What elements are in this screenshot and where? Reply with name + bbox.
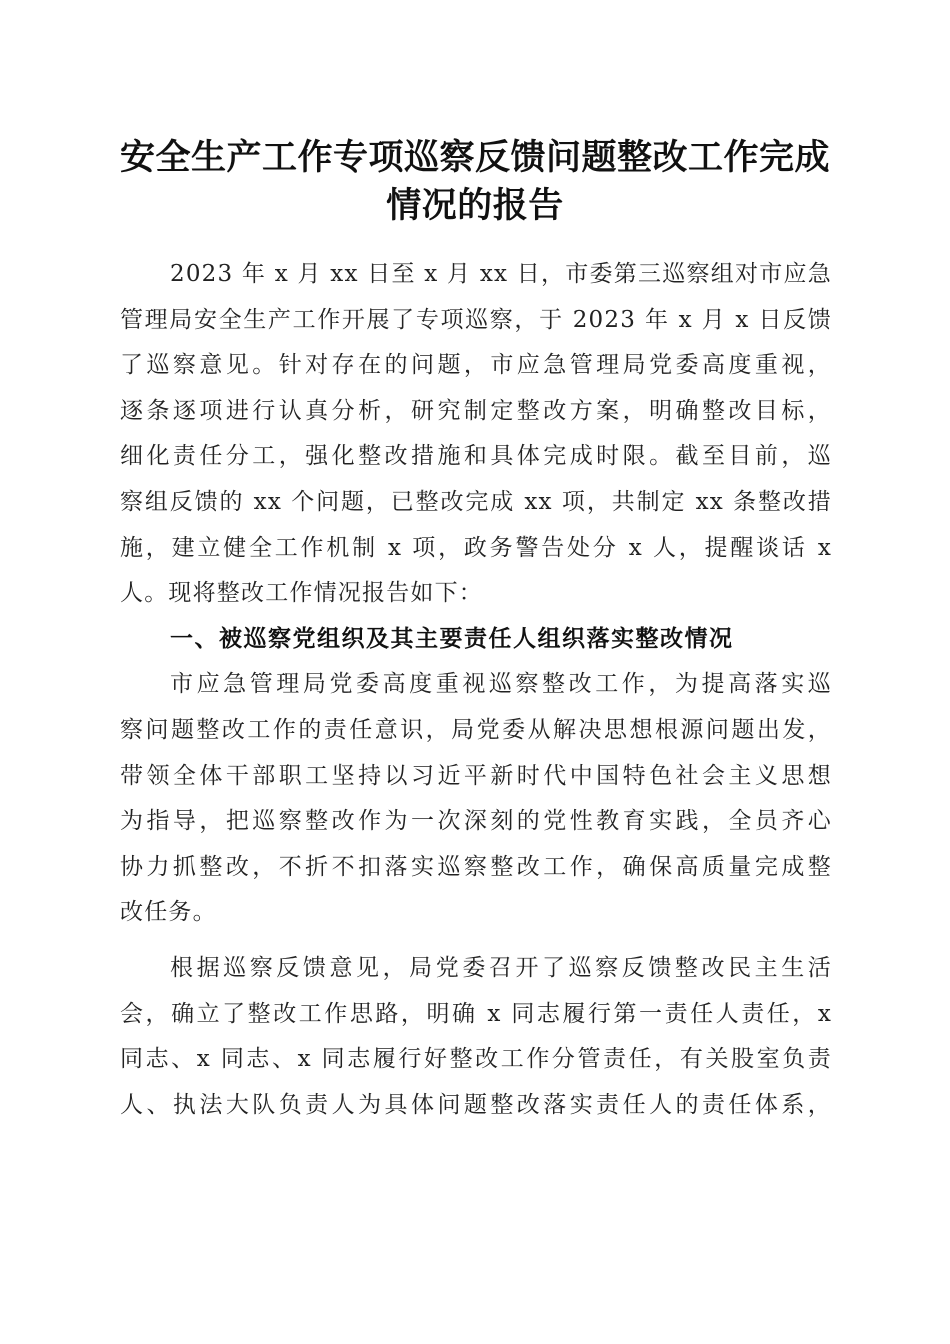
text-line: 了巡察意见。针对存在的问题，市应急管理局党委高度重视， bbox=[120, 352, 832, 379]
text-line: 协力抓整改，不折不扣落实巡察整改工作，确保高质量完成整 bbox=[120, 853, 832, 880]
text-line: 市应急管理局党委高度重视巡察整改工作，为提高落实巡 bbox=[170, 671, 832, 698]
text-line: 人、执法大队负责人为具体问题整改落实责任人的责任体系， bbox=[120, 1091, 832, 1118]
paragraph-section1-b bbox=[120, 946, 832, 1128]
text-line: 察问题整改工作的责任意识，局党委从解决思想根源问题出发， bbox=[120, 716, 832, 743]
text-line: 细化责任分工，强化整改措施和具体完成时限。截至目前，巡 bbox=[120, 443, 832, 470]
text-line: 逐条逐项进行认真分析，研究制定整改方案，明确整改目标， bbox=[120, 397, 832, 424]
paragraph-intro bbox=[120, 252, 832, 617]
text-line: 会，确立了整改工作思路，明确 x 同志履行第一责任人责任，x bbox=[120, 1000, 832, 1027]
document-body bbox=[120, 252, 832, 1128]
title-line: 安全生产工作专项巡察反馈问题整改工作完成 bbox=[119, 137, 830, 178]
text-line: 人。现将整改工作情况报告如下： bbox=[120, 580, 483, 607]
text-line: 施，建立健全工作机制 x 项，政务警告处分 x 人，提醒谈话 x bbox=[120, 534, 832, 561]
text-line: 同志、x 同志、x 同志履行好整改工作分管责任，有关股室负责 bbox=[120, 1046, 832, 1073]
title-line: 情况的报告 bbox=[386, 185, 564, 226]
text-line: 根据巡察反馈意见，局党委召开了巡察反馈整改民主生活 bbox=[170, 954, 832, 981]
text-line: 改任务。 bbox=[120, 899, 217, 926]
text-line: 察组反馈的 xx 个问题，已整改完成 xx 项，共制定 xx 条整改措 bbox=[120, 488, 832, 515]
text-line: 管理局安全生产工作开展了专项巡察，于 2023 年 x 月 x 日反馈 bbox=[120, 306, 832, 333]
text-line: 带领全体干部职工坚持以习近平新时代中国特色社会主义思想 bbox=[120, 762, 832, 789]
section-heading: 一、被巡察党组织及其主要责任人组织落实整改情况 bbox=[170, 625, 734, 652]
document-title bbox=[100, 134, 850, 230]
text-line: 为指导，把巡察整改作为一次深刻的党性教育实践，全员齐心 bbox=[120, 808, 832, 835]
text-line: 2023 年 x 月 xx 日至 x 月 xx 日，市委第三巡察组对市应急 bbox=[170, 261, 832, 287]
paragraph-section1-a bbox=[120, 662, 832, 936]
